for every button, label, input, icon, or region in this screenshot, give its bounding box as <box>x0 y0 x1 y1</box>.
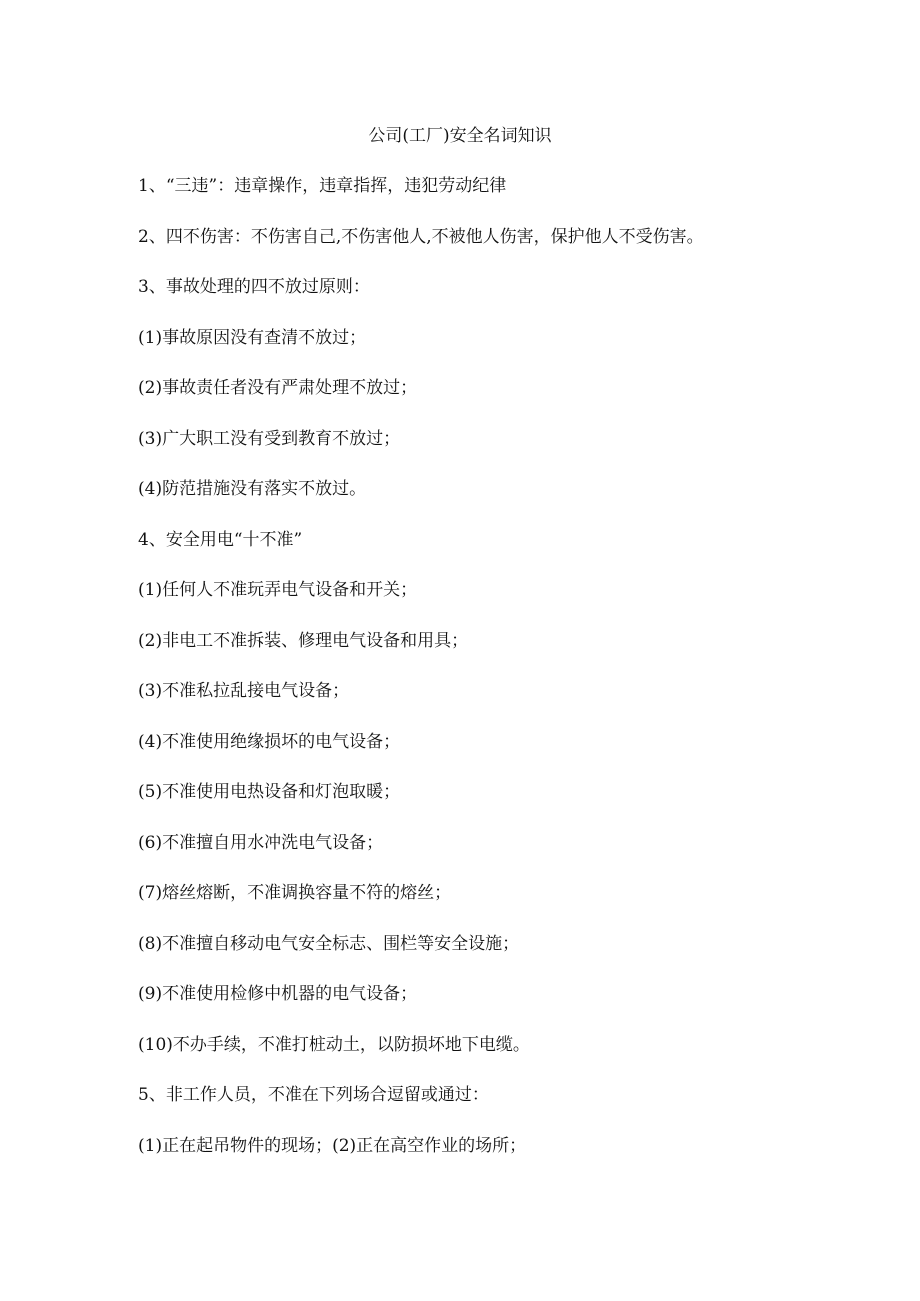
paragraph-line: (9)不准使用检修中机器的电气设备； <box>138 984 418 1004</box>
paragraph-line: (3)不准私拉乱接电气设备； <box>138 681 350 701</box>
paragraph-line: (8)不准擅自移动电气安全标志、围栏等安全设施； <box>138 933 520 954</box>
paragraph-line: 2、四不伤害：不伤害自己,不伤害他人,不被他人伤害，保护他人不受伤害。 <box>138 226 704 247</box>
paragraph-line: (3)广大职工没有受到教育不放过； <box>138 428 401 449</box>
paragraph-line: 4、安全用电“十不准” <box>138 529 303 550</box>
paragraph-line: 3、事故处理的四不放过原则： <box>138 277 370 297</box>
document-body <box>138 173 838 1183</box>
paragraph-line: (1)正在起吊物件的现场；(2)正在高空作业的场所； <box>138 1135 527 1156</box>
document-title: 公司(工厂)安全名词知识 <box>368 126 552 146</box>
paragraph-line: (4)不准使用绝缘损坏的电气设备； <box>138 731 401 752</box>
paragraph-line: (4)防范措施没有落实不放过。 <box>138 479 367 499</box>
paragraph-line: (5)不准使用电热设备和灯泡取暖； <box>138 782 401 802</box>
paragraph-line: (6)不准擅自用水冲洗电气设备； <box>138 832 384 853</box>
paragraph-line: 1、“三违”：违章操作，违章指挥，违犯劳动纪律 <box>138 176 507 196</box>
paragraph-line: 5、非工作人员，不准在下列场合逗留或通过： <box>138 1085 489 1105</box>
paragraph-line: (1)事故原因没有查清不放过； <box>138 327 367 348</box>
paragraph-line: (1)任何人不准玩弄电气设备和开关； <box>138 580 418 600</box>
paragraph-line: (7)熔丝熔断，不准调换容量不符的熔丝； <box>138 883 452 903</box>
paragraph-line: (10)不办手续，不准打桩动土，以防损坏地下电缆。 <box>138 1034 530 1055</box>
paragraph-line: (2)事故责任者没有严肃处理不放过； <box>138 378 418 398</box>
paragraph-line: (2)非电工不准拆装、修理电气设备和用具； <box>138 630 469 651</box>
